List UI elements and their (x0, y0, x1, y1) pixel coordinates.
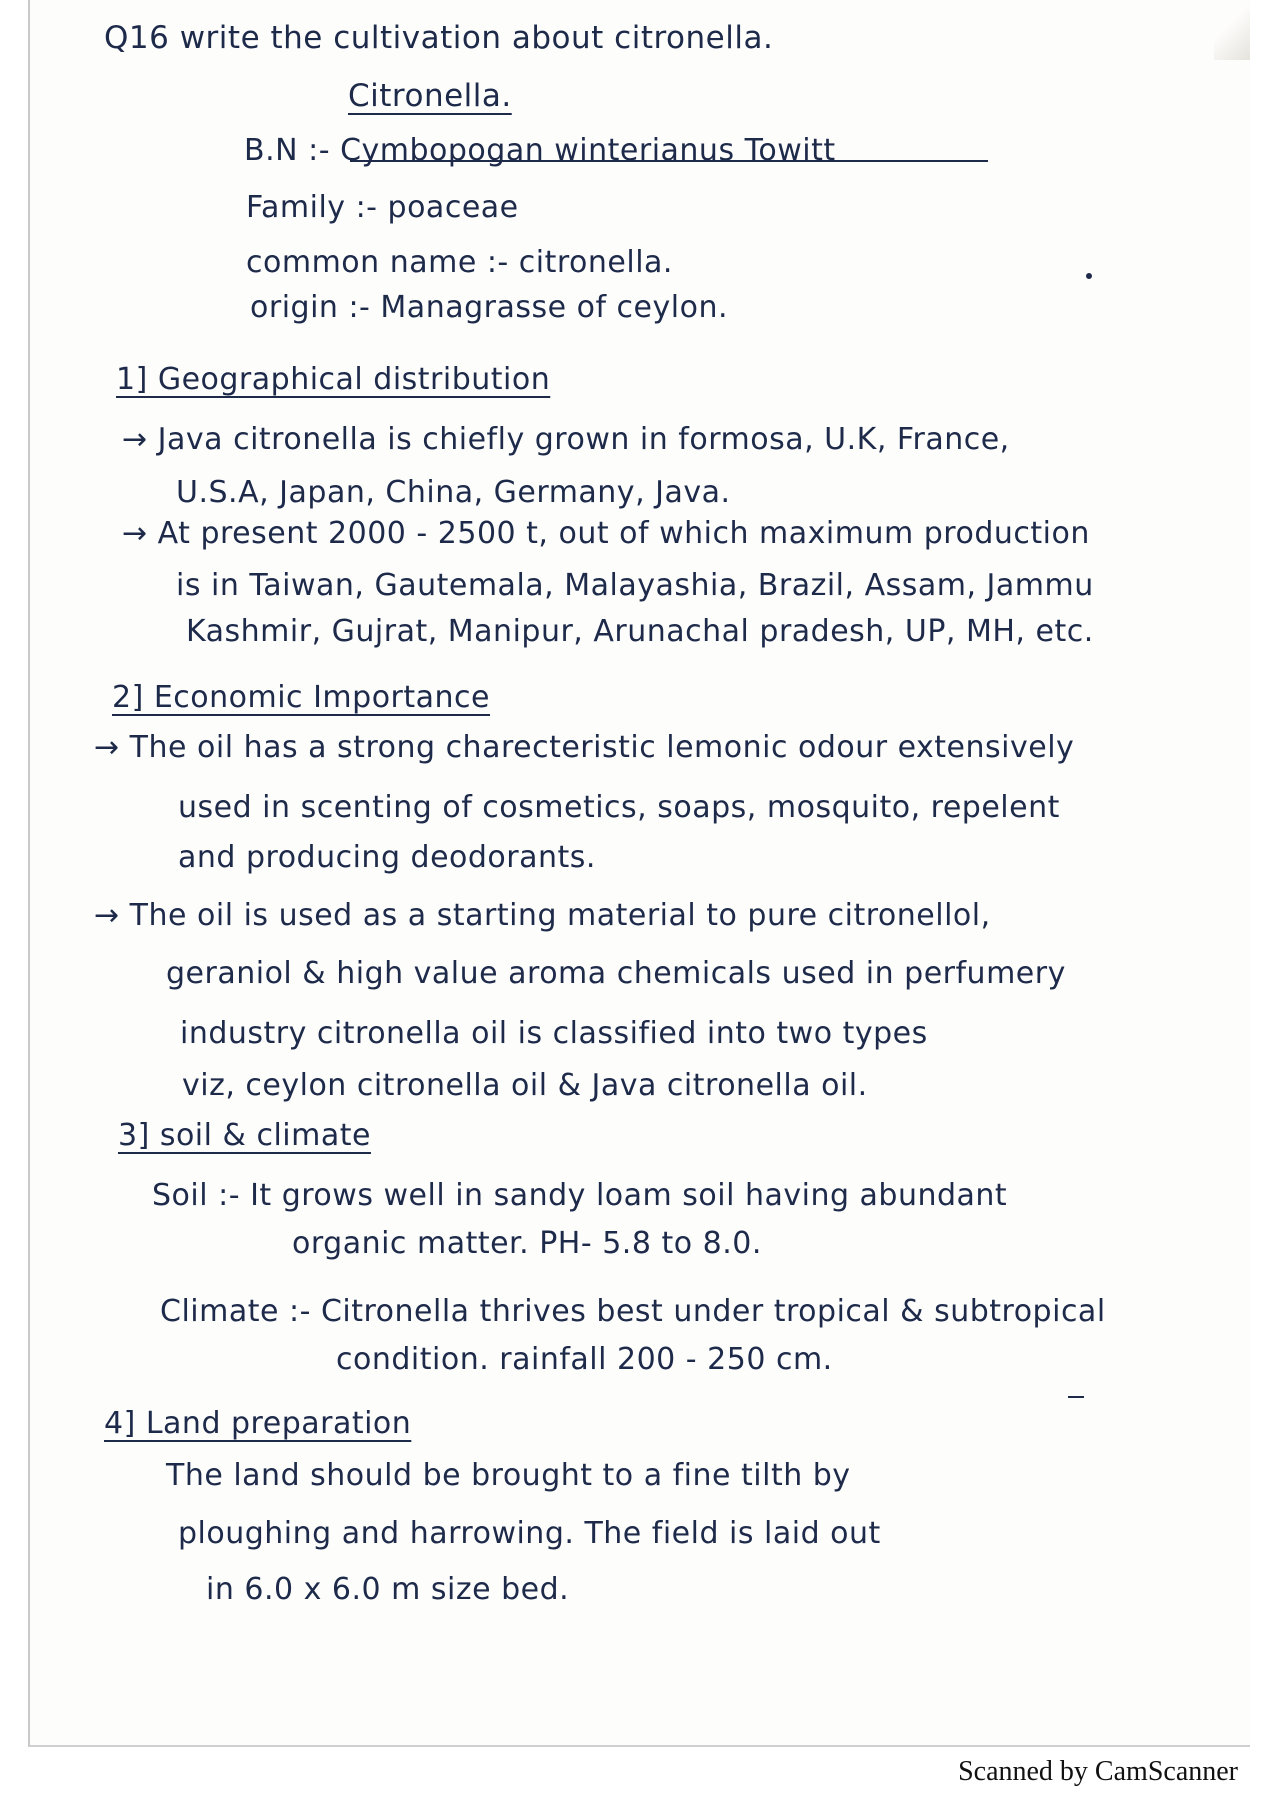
climate-line-1: Climate :- Citronella thrives best under tropical & subtropical (160, 1294, 1106, 1329)
econ-line-5: geraniol & high value aroma chemicals used in perfumery (166, 956, 1066, 991)
bn-underline (350, 158, 990, 164)
geo-line-4: is in Taiwan, Gautemala, Malayashia, Brazil, Assam, Jammu (176, 568, 1094, 603)
question-heading: Q16 write the cultivation about citronella. (104, 20, 774, 56)
soil-line-2: organic matter. PH- 5.8 to 8.0. (292, 1226, 762, 1261)
geo-line-2: U.S.A, Japan, China, Germany, Java. (176, 475, 731, 510)
ink-dash (1068, 1394, 1086, 1400)
origin-line: origin :- Managrasse of ceylon. (250, 290, 728, 325)
geo-line-3: → At present 2000 - 2500 t, out of which maximum production (122, 516, 1090, 551)
climate-line-2: condition. rainfall 200 - 250 cm. (336, 1342, 833, 1377)
land-line-3: in 6.0 x 6.0 m size bed. (206, 1572, 570, 1607)
econ-line-3: and producing deodorants. (178, 840, 596, 875)
botanical-name: B.N :- Cymbopogan winterianus Towitt (244, 133, 836, 168)
soil-line-1: Soil :- It grows well in sandy loam soil having abundant (152, 1178, 1008, 1213)
geo-line-5: Kashmir, Gujrat, Manipur, Arunachal pradesh, UP, MH, etc. (186, 614, 1094, 649)
econ-heading: 2] Economic Importance (112, 680, 491, 715)
soil-heading: 3] soil & climate (118, 1118, 371, 1153)
page-title: Citronella. (348, 78, 512, 114)
econ-line-7: viz, ceylon citronella oil & Java citronella oil. (182, 1068, 868, 1103)
common-name-line: common name :- citronella. (246, 245, 673, 280)
page-fold (1214, 0, 1250, 60)
econ-line-1: → The oil has a strong charecteristic lemonic odour extensively (94, 730, 1075, 765)
land-line-1: The land should be brought to a fine tilth by (166, 1458, 851, 1493)
econ-line-4: → The oil is used as a starting material to pure citronellol, (94, 898, 991, 933)
family-line: Family :- poaceae (246, 190, 519, 225)
geo-line-1: → Java citronella is chiefly grown in formosa, U.K, France, (122, 422, 1010, 457)
geo-heading: 1] Geographical distribution (116, 362, 551, 397)
ink-dot (1084, 272, 1094, 280)
land-line-2: ploughing and harrowing. The field is laid out (178, 1516, 881, 1551)
scanner-watermark: Scanned by CamScanner (958, 1756, 1238, 1787)
land-heading: 4] Land preparation (104, 1406, 412, 1441)
econ-line-2: used in scenting of cosmetics, soaps, mosquito, repelent (178, 790, 1060, 825)
econ-line-6: industry citronella oil is classified into two types (180, 1016, 928, 1051)
